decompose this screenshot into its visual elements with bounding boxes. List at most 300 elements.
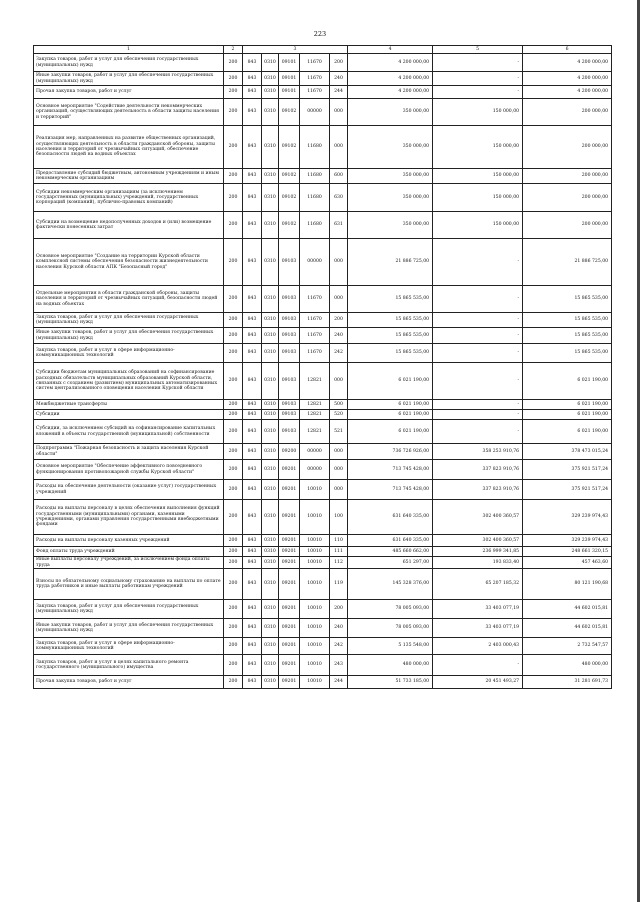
cell-vr: 520	[330, 410, 348, 420]
cell-mng: 843	[243, 313, 262, 328]
cell-cs2: 11670	[300, 54, 330, 72]
cell-cs: 09103	[279, 328, 300, 344]
cell-name: Расходы на обеспечение деятельности (оказание услуг) государственных учреждений	[34, 480, 224, 500]
cell-v3: 15 865 535,00	[523, 286, 612, 313]
cell-v1: 713 745 428,00	[348, 460, 433, 480]
cell-rz: 0310	[262, 212, 279, 239]
cell-v3: 44 602 015,81	[523, 619, 612, 638]
cell-grbs: 200	[224, 480, 243, 500]
cell-name: Отдельные мероприятия в области гражданской обороны, защиты населения и территорий от чрезвычайных ситуаций, безопасности людей на водных объектах	[34, 286, 224, 313]
cell-rz: 0310	[262, 400, 279, 410]
cell-v2: -	[433, 655, 523, 676]
cell-rz: 0310	[262, 444, 279, 460]
cell-rz: 0310	[262, 328, 279, 344]
cell-v1: 78 005 093,00	[348, 619, 433, 638]
cell-grbs: 200	[224, 344, 243, 363]
cell-v1: 6 021 190,00	[348, 400, 433, 410]
cell-cs2: 12821	[300, 420, 330, 444]
cell-rz: 0310	[262, 169, 279, 184]
cell-cs: 09103	[279, 344, 300, 363]
cell-v3: 200 000,00	[523, 126, 612, 169]
cell-v3: 4 200 000,00	[523, 54, 612, 72]
cell-name: Фонд оплаты труда учреждений	[34, 547, 224, 557]
cell-grbs: 200	[224, 328, 243, 344]
cell-v3: 457 463,60	[523, 557, 612, 569]
cell-v3: 480 000,00	[523, 655, 612, 676]
cell-vr: 000	[330, 363, 348, 400]
cell-mng: 843	[243, 344, 262, 363]
cell-rz: 0310	[262, 72, 279, 86]
cell-cs: 09102	[279, 169, 300, 184]
cell-v2: 193 833,40	[433, 557, 523, 569]
cell-cs: 09102	[279, 99, 300, 126]
cell-mng: 843	[243, 535, 262, 547]
cell-name: Иные выплаты персоналу учреждений, за исключением фонда оплаты труда	[34, 557, 224, 569]
cell-rz: 0310	[262, 480, 279, 500]
cell-v3: 15 865 535,00	[523, 344, 612, 363]
cell-mng: 843	[243, 557, 262, 569]
cell-mng: 843	[243, 184, 262, 212]
cell-grbs: 200	[224, 619, 243, 638]
cell-grbs: 200	[224, 86, 243, 99]
cell-cs: 09103	[279, 410, 300, 420]
cell-mng: 843	[243, 600, 262, 619]
cell-mng: 843	[243, 480, 262, 500]
cell-cs2: 11670	[300, 313, 330, 328]
cell-name: Расходы на выплаты персоналу казенных учреждений	[34, 535, 224, 547]
cell-grbs: 200	[224, 400, 243, 410]
cell-mng: 843	[243, 286, 262, 313]
cell-v3: 6 021 190,00	[523, 410, 612, 420]
cell-v1: 78 005 093,00	[348, 600, 433, 619]
cell-vr: 240	[330, 328, 348, 344]
cell-vr: 119	[330, 569, 348, 600]
cell-cs: 09201	[279, 500, 300, 535]
table-row	[34, 600, 612, 619]
cell-grbs: 200	[224, 655, 243, 676]
table-row	[34, 184, 612, 212]
cell-rz: 0310	[262, 126, 279, 169]
cell-vr: 521	[330, 420, 348, 444]
cell-mng: 843	[243, 363, 262, 400]
cell-cs: 09102	[279, 126, 300, 169]
cell-v3: 21 886 725,00	[523, 239, 612, 286]
header-col-5: 5	[433, 46, 523, 54]
table-row	[34, 72, 612, 86]
cell-name: Иные закупки товаров, работ и услуг для обеспечения государственных (муниципальных) нужд	[34, 72, 224, 86]
cell-rz: 0310	[262, 313, 279, 328]
cell-cs: 09201	[279, 535, 300, 547]
cell-rz: 0310	[262, 239, 279, 286]
cell-rz: 0310	[262, 535, 279, 547]
cell-mng: 843	[243, 655, 262, 676]
table-row	[34, 410, 612, 420]
cell-rz: 0310	[262, 638, 279, 655]
cell-vr: 000	[330, 286, 348, 313]
cell-name: Основное мероприятие "Создание на территории Курской области комплексной системы обеспечения безопасности жизнедеятельности населения Курской области АПК "Безопасный город"	[34, 239, 224, 286]
cell-cs: 09201	[279, 480, 300, 500]
cell-vr: 631	[330, 212, 348, 239]
table-row	[34, 420, 612, 444]
cell-cs2: 00000	[300, 99, 330, 126]
cell-cs2: 10010	[300, 480, 330, 500]
cell-cs: 09201	[279, 619, 300, 638]
cell-cs: 09201	[279, 557, 300, 569]
cell-v3: 329 239 974,43	[523, 535, 612, 547]
cell-vr: 112	[330, 557, 348, 569]
cell-grbs: 200	[224, 126, 243, 169]
cell-v1: 4 200 000,00	[348, 72, 433, 86]
cell-v3: 200 000,00	[523, 169, 612, 184]
cell-v2: -	[433, 344, 523, 363]
cell-v2: -	[433, 363, 523, 400]
cell-v2: 20 451 493,27	[433, 676, 523, 689]
cell-cs: 09201	[279, 547, 300, 557]
cell-rz: 0310	[262, 410, 279, 420]
cell-mng: 843	[243, 410, 262, 420]
cell-cs: 09201	[279, 655, 300, 676]
cell-vr: 000	[330, 444, 348, 460]
cell-name: Прочая закупка товаров, работ и услуг	[34, 86, 224, 99]
cell-rz: 0310	[262, 500, 279, 535]
cell-vr: 000	[330, 460, 348, 480]
cell-vr: 244	[330, 86, 348, 99]
cell-name: Межбюджетные трансферты	[34, 400, 224, 410]
cell-v3: 375 921 517,24	[523, 460, 612, 480]
cell-v2: 65 207 185,32	[433, 569, 523, 600]
cell-v3: 200 000,00	[523, 212, 612, 239]
cell-v2: 33 403 077,19	[433, 600, 523, 619]
cell-v1: 631 640 335,00	[348, 500, 433, 535]
header-col-6: 6	[523, 46, 612, 54]
cell-name: Основное мероприятие "Обеспечение эффективного повседневного функционирования противопожарной службы Курской области"	[34, 460, 224, 480]
cell-grbs: 200	[224, 363, 243, 400]
cell-cs2: 11680	[300, 212, 330, 239]
cell-v2: -	[433, 420, 523, 444]
cell-v2: -	[433, 328, 523, 344]
cell-v1: 350 000,00	[348, 126, 433, 169]
cell-vr: 200	[330, 54, 348, 72]
header-col-4: 4	[348, 46, 433, 54]
table-row	[34, 638, 612, 655]
cell-cs2: 10010	[300, 535, 330, 547]
cell-grbs: 200	[224, 569, 243, 600]
cell-grbs: 200	[224, 169, 243, 184]
cell-mng: 843	[243, 500, 262, 535]
cell-name: Субсидии	[34, 410, 224, 420]
cell-vr: 200	[330, 600, 348, 619]
cell-grbs: 200	[224, 638, 243, 655]
cell-grbs: 200	[224, 500, 243, 535]
cell-cs2: 10010	[300, 547, 330, 557]
cell-mng: 843	[243, 212, 262, 239]
cell-v3: 2 732 547,57	[523, 638, 612, 655]
cell-grbs: 200	[224, 557, 243, 569]
cell-rz: 0310	[262, 54, 279, 72]
cell-cs2: 10010	[300, 500, 330, 535]
cell-cs2: 11670	[300, 344, 330, 363]
cell-mng: 843	[243, 54, 262, 72]
cell-cs: 09201	[279, 676, 300, 689]
header-col-3: 3	[243, 46, 348, 54]
cell-v3: 200 000,00	[523, 99, 612, 126]
budget-table	[33, 45, 612, 689]
cell-rz: 0310	[262, 344, 279, 363]
cell-cs: 09200	[279, 444, 300, 460]
cell-grbs: 200	[224, 313, 243, 328]
cell-vr: 111	[330, 547, 348, 557]
cell-cs2: 11670	[300, 328, 330, 344]
cell-vr: 243	[330, 655, 348, 676]
table-row	[34, 400, 612, 410]
cell-mng: 843	[243, 72, 262, 86]
cell-grbs: 200	[224, 676, 243, 689]
cell-cs2: 10010	[300, 557, 330, 569]
cell-vr: 242	[330, 638, 348, 655]
cell-cs2: 10010	[300, 676, 330, 689]
cell-grbs: 200	[224, 184, 243, 212]
cell-cs: 09103	[279, 286, 300, 313]
cell-v3: 329 239 974,43	[523, 500, 612, 535]
table-row	[34, 655, 612, 676]
cell-name: Основное мероприятие "Содействие деятельности некоммерческих организаций, осуществляющих деятельность в области защиты населения и территорий"	[34, 99, 224, 126]
cell-vr: 630	[330, 184, 348, 212]
cell-v2: 337 823 910,76	[433, 480, 523, 500]
cell-v1: 713 745 428,00	[348, 480, 433, 500]
cell-cs2: 00000	[300, 460, 330, 480]
cell-v1: 4 200 000,00	[348, 54, 433, 72]
cell-cs2: 10010	[300, 619, 330, 638]
cell-v1: 6 021 190,00	[348, 420, 433, 444]
cell-cs: 09201	[279, 638, 300, 655]
cell-rz: 0310	[262, 86, 279, 99]
cell-vr: 500	[330, 400, 348, 410]
cell-name: Субсидии на возмещение недополученных доходов и (или) возмещение фактически понесенных затрат	[34, 212, 224, 239]
table-row	[34, 212, 612, 239]
table-row	[34, 54, 612, 72]
table-row	[34, 86, 612, 99]
cell-rz: 0310	[262, 569, 279, 600]
table-row	[34, 619, 612, 638]
table-row	[34, 569, 612, 600]
cell-v2: 337 823 910,76	[433, 460, 523, 480]
cell-cs: 09103	[279, 363, 300, 400]
cell-v1: 51 733 185,00	[348, 676, 433, 689]
cell-v3: 15 865 535,00	[523, 313, 612, 328]
cell-rz: 0310	[262, 655, 279, 676]
cell-vr: 200	[330, 313, 348, 328]
cell-name: Иные закупки товаров, работ и услуг для обеспечения государственных (муниципальных) нужд	[34, 328, 224, 344]
cell-mng: 843	[243, 169, 262, 184]
cell-v3: 6 021 190,00	[523, 363, 612, 400]
cell-mng: 843	[243, 239, 262, 286]
cell-v1: 350 000,00	[348, 169, 433, 184]
cell-grbs: 200	[224, 54, 243, 72]
cell-name: Субсидии бюджетам муниципальных образований на софинансирование расходных обязательств муниципальных образований Курской области, связанных с созданием (развитием) муниципальных автоматизированных систем централизованного оповещения населения Курской области	[34, 363, 224, 400]
cell-cs: 09201	[279, 569, 300, 600]
cell-mng: 843	[243, 460, 262, 480]
cell-name: Подпрограмма "Пожарная безопасность и защита населения Курской области"	[34, 444, 224, 460]
cell-name: Взносы по обязательному социальному страхованию на выплаты по оплате труда работников и иные выплаты работникам учреждений	[34, 569, 224, 600]
cell-cs2: 12821	[300, 400, 330, 410]
table-header-row	[34, 46, 612, 54]
cell-rz: 0310	[262, 99, 279, 126]
cell-cs2: 11680	[300, 184, 330, 212]
table-row	[34, 313, 612, 328]
table-row	[34, 460, 612, 480]
cell-v2: 150 000,00	[433, 184, 523, 212]
cell-mng: 843	[243, 86, 262, 99]
cell-cs2: 00000	[300, 444, 330, 460]
cell-grbs: 200	[224, 239, 243, 286]
cell-cs2: 12821	[300, 363, 330, 400]
cell-v2: 150 000,00	[433, 126, 523, 169]
cell-mng: 843	[243, 547, 262, 557]
cell-vr: 000	[330, 239, 348, 286]
cell-v2: 2 403 000,43	[433, 638, 523, 655]
cell-v1: 21 886 725,00	[348, 239, 433, 286]
cell-grbs: 200	[224, 99, 243, 126]
cell-rz: 0310	[262, 184, 279, 212]
header-col-1: 1	[34, 46, 224, 54]
cell-grbs: 200	[224, 212, 243, 239]
cell-mng: 843	[243, 328, 262, 344]
cell-mng: 843	[243, 420, 262, 444]
cell-cs: 09103	[279, 420, 300, 444]
cell-grbs: 200	[224, 420, 243, 444]
table-row	[34, 286, 612, 313]
cell-name: Закупка товаров, работ и услуг для обеспечения государственных (муниципальных) нужд	[34, 313, 224, 328]
cell-v3: 200 000,00	[523, 184, 612, 212]
cell-v2: 33 403 077,19	[433, 619, 523, 638]
table-row	[34, 676, 612, 689]
cell-vr: 100	[330, 500, 348, 535]
cell-rz: 0310	[262, 600, 279, 619]
cell-cs2: 00000	[300, 239, 330, 286]
cell-v2: -	[433, 72, 523, 86]
table-row	[34, 239, 612, 286]
cell-v2: 358 253 910,76	[433, 444, 523, 460]
cell-v1: 15 865 535,00	[348, 313, 433, 328]
cell-vr: 110	[330, 535, 348, 547]
table-row	[34, 547, 612, 557]
cell-v1: 736 726 926,00	[348, 444, 433, 460]
cell-mng: 843	[243, 444, 262, 460]
table-row	[34, 500, 612, 535]
cell-v3: 31 281 691,73	[523, 676, 612, 689]
cell-name: Субсидии, за исключением субсидий на софинансирование капитальных вложений в объекты государственной (муниципальной) собственности	[34, 420, 224, 444]
cell-rz: 0310	[262, 460, 279, 480]
cell-cs: 09103	[279, 239, 300, 286]
cell-v2: 236 999 341,85	[433, 547, 523, 557]
cell-mng: 843	[243, 400, 262, 410]
header-col-2: 2	[224, 46, 243, 54]
cell-v1: 145 328 376,00	[348, 569, 433, 600]
table-row	[34, 126, 612, 169]
cell-name: Прочая закупка товаров, работ и услуг	[34, 676, 224, 689]
cell-grbs: 200	[224, 444, 243, 460]
cell-vr: 000	[330, 99, 348, 126]
cell-name: Закупка товаров, работ и услуг для обеспечения государственных (муниципальных) нужд	[34, 600, 224, 619]
cell-name: Субсидии некоммерческим организациям (за исключением государственных (муниципальных) учреждений, государственных корпораций (компаний), публично-правовых компаний)	[34, 184, 224, 212]
cell-vr: 244	[330, 676, 348, 689]
cell-cs2: 11670	[300, 72, 330, 86]
cell-v1: 15 865 535,00	[348, 328, 433, 344]
cell-v2: 302 400 360,57	[433, 535, 523, 547]
cell-vr: 000	[330, 480, 348, 500]
cell-rz: 0310	[262, 363, 279, 400]
cell-v3: 4 200 000,00	[523, 86, 612, 99]
cell-name: Закупка товаров, работ и услуг в сфере информационно-коммуникационных технологий	[34, 344, 224, 363]
cell-v2: 150 000,00	[433, 99, 523, 126]
cell-cs2: 11670	[300, 86, 330, 99]
cell-rz: 0310	[262, 547, 279, 557]
cell-cs: 09102	[279, 212, 300, 239]
cell-cs2: 10010	[300, 655, 330, 676]
cell-cs: 09101	[279, 86, 300, 99]
table-row	[34, 328, 612, 344]
cell-name: Предоставление субсидий бюджетным, автономным учреждениям и иным некоммерческим организациям	[34, 169, 224, 184]
cell-v1: 6 021 190,00	[348, 363, 433, 400]
cell-v1: 651 297,00	[348, 557, 433, 569]
cell-cs2: 11670	[300, 286, 330, 313]
table-row	[34, 344, 612, 363]
cell-rz: 0310	[262, 676, 279, 689]
cell-vr: 240	[330, 619, 348, 638]
cell-cs: 09101	[279, 72, 300, 86]
cell-v2: -	[433, 239, 523, 286]
cell-grbs: 200	[224, 535, 243, 547]
cell-rz: 0310	[262, 420, 279, 444]
cell-rz: 0310	[262, 557, 279, 569]
cell-v2: 302 400 360,57	[433, 500, 523, 535]
cell-v1: 350 000,00	[348, 212, 433, 239]
cell-v1: 631 640 335,00	[348, 535, 433, 547]
cell-cs: 09201	[279, 460, 300, 480]
cell-name: Закупка товаров, работ и услуг в сфере информационно-коммуникационных технологий	[34, 638, 224, 655]
cell-v3: 15 865 535,00	[523, 328, 612, 344]
cell-v2: -	[433, 313, 523, 328]
cell-grbs: 200	[224, 460, 243, 480]
cell-v3: 4 200 000,00	[523, 72, 612, 86]
cell-cs2: 11680	[300, 169, 330, 184]
cell-v2: 150 000,00	[433, 212, 523, 239]
cell-v3: 6 021 190,00	[523, 420, 612, 444]
cell-v1: 15 865 535,00	[348, 344, 433, 363]
cell-vr: 240	[330, 72, 348, 86]
cell-cs: 09101	[279, 54, 300, 72]
cell-name: Закупка товаров, работ и услуг в целях капитального ремонта государственного (муниципального) имущества	[34, 655, 224, 676]
cell-v3: 248 661 320,15	[523, 547, 612, 557]
cell-cs2: 10010	[300, 600, 330, 619]
cell-name: Расходы на выплаты персоналу в целях обеспечения выполнения функций государственными (муниципальными) органами, казенными учреждениями, органами управления государственными внебюджетными фондами	[34, 500, 224, 535]
table-row	[34, 363, 612, 400]
cell-mng: 843	[243, 99, 262, 126]
cell-mng: 843	[243, 619, 262, 638]
cell-v2: -	[433, 410, 523, 420]
cell-grbs: 200	[224, 72, 243, 86]
cell-v2: 150 000,00	[433, 169, 523, 184]
cell-cs2: 11680	[300, 126, 330, 169]
cell-rz: 0310	[262, 619, 279, 638]
cell-name: Иные закупки товаров, работ и услуг для обеспечения государственных (муниципальных) нужд	[34, 619, 224, 638]
cell-grbs: 200	[224, 286, 243, 313]
cell-cs: 09103	[279, 313, 300, 328]
cell-v1: 4 200 000,00	[348, 86, 433, 99]
table-row	[34, 557, 612, 569]
page-number: 223	[313, 30, 327, 38]
cell-v1: 480 000,00	[348, 655, 433, 676]
